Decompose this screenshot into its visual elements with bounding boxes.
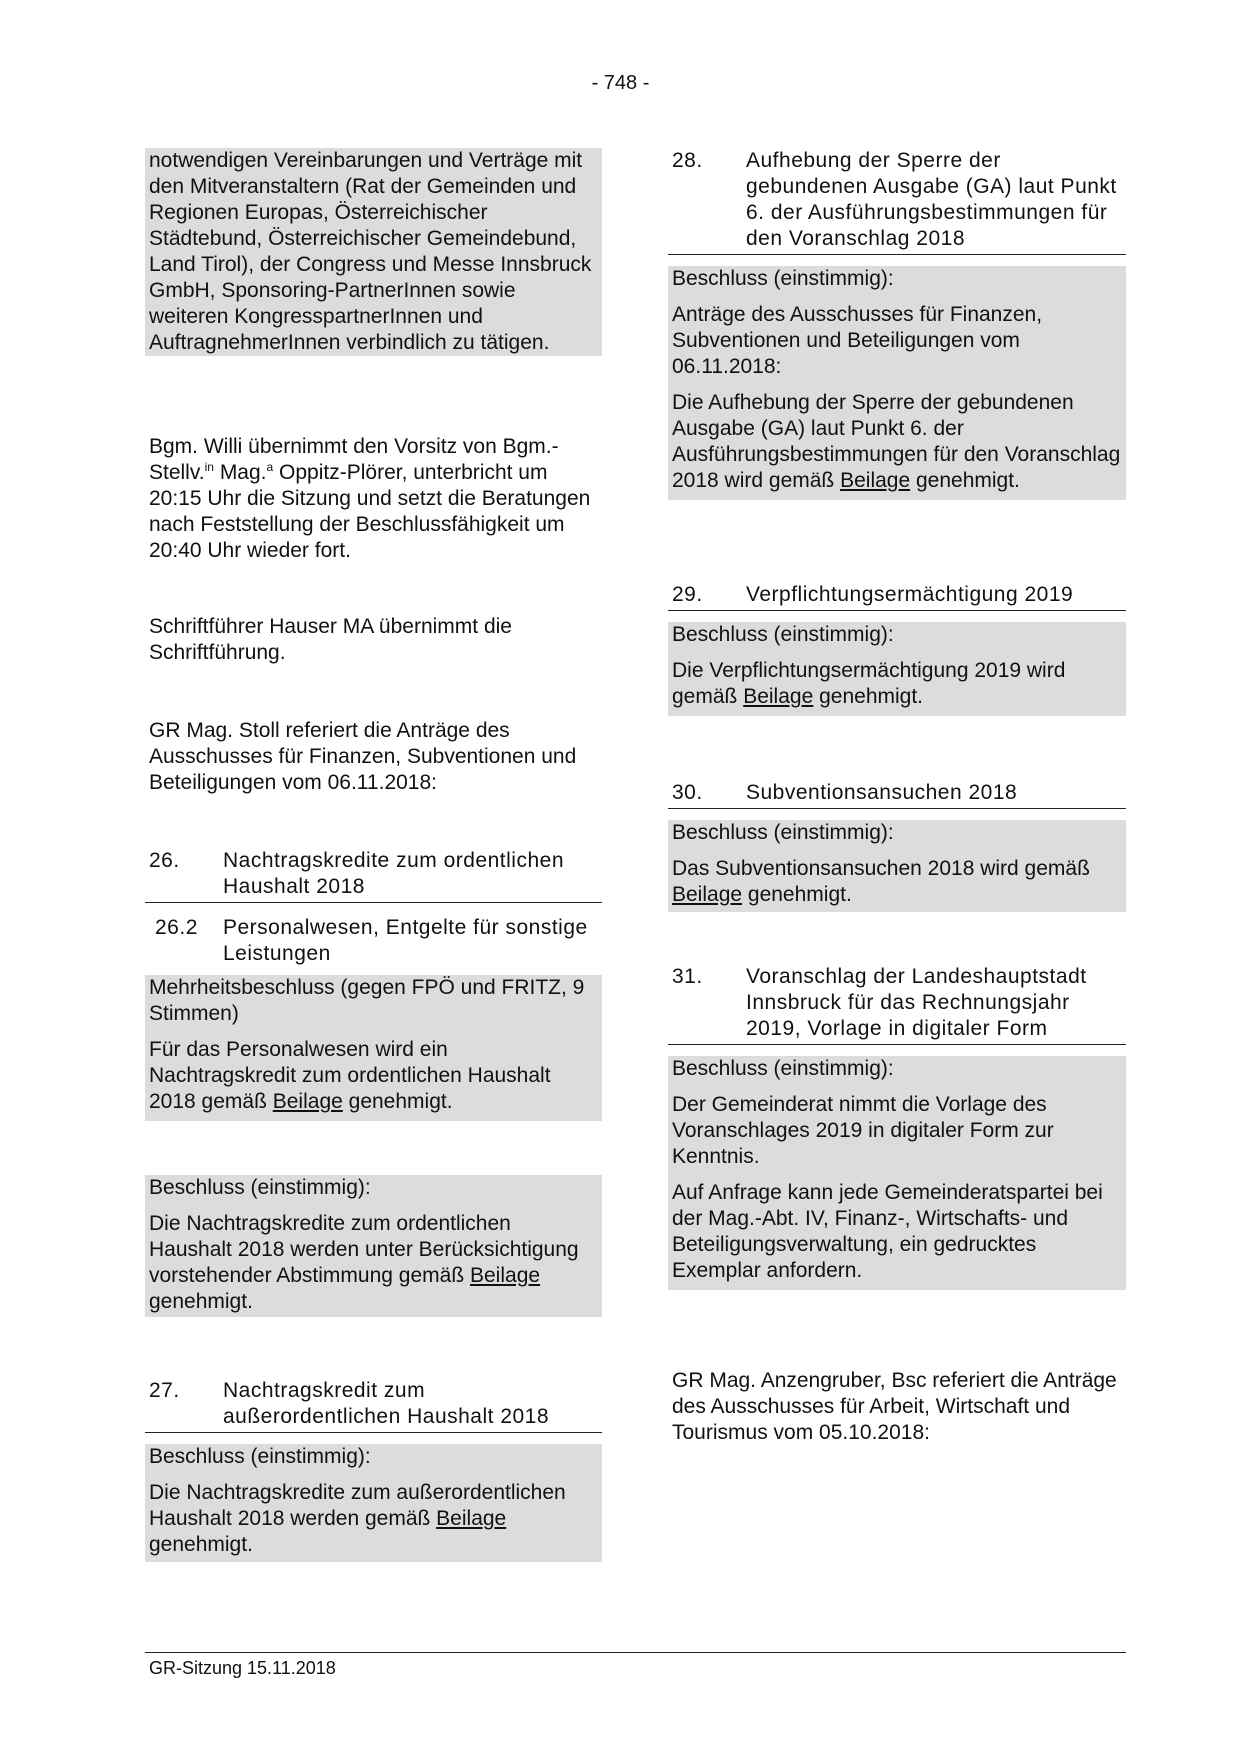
item-27-resolution [145, 1444, 602, 1562]
attachment-link[interactable]: Beilage [743, 685, 814, 708]
attachment-link[interactable]: Beilage [436, 1507, 507, 1530]
item-26-resolution [145, 1175, 602, 1317]
item-26-2-heading [145, 915, 602, 967]
item-30-resolution [668, 820, 1126, 912]
item-28 [668, 148, 1126, 500]
chair-change-paragraph: Bgm. Willi übernimmt den Vorsitz von Bgm.-Stellv.$^{in}$ Mag.$^a$ Oppitz-Plörer, unterbricht um 20:15 Uhr die Sitzung und setzt die Beratungen nach Feststellung der Beschlussfähigkeit um 20:40 Uhr wieder fort. [149, 435, 591, 562]
decision-label: Beschluss (einstimmig): [672, 821, 894, 844]
decision-label: Beschluss (einstimmig): [672, 267, 894, 290]
item-29-resolution [668, 622, 1126, 716]
intro-text: notwendigen Vereinbarungen und Verträge mit den Mitveranstaltern (Rat der Gemeinden und Regionen Europas, Österreichischer Städtebund, Österreichischer Gemeindebund, Land Tirol), der Congress und Messe Innsbruck GmbH, Sponsoring-PartnerInnen sowie weiteren KongresspartnerInnen und AuftragnehmerInnen verbindlich zu tätigen. [149, 149, 592, 354]
item-title: Nachtragskredite zum ordentlichen Haushalt 2018 [223, 849, 564, 898]
item-number: 27. [149, 1379, 180, 1402]
secretary-paragraph: Schriftführer Hauser MA übernimmt die Schriftführung. [149, 615, 512, 664]
decision-text: Das Subventionsansuchen 2018 wird gemäß Beilage genehmigt. [672, 857, 1090, 906]
item-26-heading [145, 848, 602, 903]
item-31-heading [668, 964, 1126, 1045]
item-31-resolution [668, 1056, 1126, 1290]
decision-label: Beschluss (einstimmig): [672, 623, 894, 646]
report-paragraph: GR Mag. Stoll referiert die Anträge des Ausschusses für Finanzen, Subventionen und Beteiligungen vom 06.11.2018: [149, 719, 577, 794]
item-title: Nachtragskredit zum außerordentlichen Haushalt 2018 [223, 1379, 550, 1428]
item-27 [145, 1378, 602, 1562]
decision-label: Beschluss (einstimmig): [672, 1057, 894, 1080]
decision-text: Auf Anfrage kann jede Gemeinderatspartei bei der Mag.-Abt. IV, Finanz-, Wirtschafts- und Beteiligungsverwaltung, ein gedrucktes Exemplar anfordern. [672, 1181, 1103, 1282]
item-30-heading [668, 780, 1126, 809]
sub-item-number: 26.2 [155, 916, 198, 939]
item-27-heading [145, 1378, 602, 1433]
decision-label: Mehrheitsbeschluss (gegen FPÖ und FRITZ, 9 Stimmen) [149, 976, 585, 1025]
decision-text: Die Verpflichtungsermächtigung 2019 wird gemäß Beilage genehmigt. [672, 659, 1066, 708]
item-26-2-resolution [145, 975, 602, 1121]
item-title: Subventionsansuchen 2018 [746, 781, 1018, 804]
item-number: 30. [672, 781, 703, 804]
footer-divider [145, 1652, 1126, 1653]
footer: GR-Sitzung 15.11.2018 [149, 1658, 336, 1678]
decision-text: Die Nachtragskredite zum ordentlichen Haushalt 2018 werden unter Berücksichtigung vorstehender Abstimmung gemäß Beilage genehmigt. [149, 1212, 579, 1313]
decision-text: Anträge des Ausschusses für Finanzen, Subventionen und Beteiligungen vom 06.11.2018: [672, 303, 1043, 378]
closing-paragraph: GR Mag. Anzengruber, Bsc referiert die Anträge des Ausschusses für Arbeit, Wirtschaft und Tourismus vom 05.10.2018: [672, 1369, 1117, 1444]
item-number: 29. [672, 583, 703, 606]
attachment-link[interactable]: Beilage [272, 1090, 343, 1113]
item-title: Voranschlag der Landeshauptstadt Innsbruck für das Rechnungsjahr 2019, Vorlage in digitaler Form [746, 965, 1087, 1040]
item-30 [668, 780, 1126, 912]
item-28-resolution [668, 266, 1126, 500]
item-31 [668, 964, 1126, 1290]
decision-label: Beschluss (einstimmig): [149, 1176, 371, 1199]
sub-item-title: Personalwesen, Entgelte für sonstige Leistungen [223, 916, 588, 965]
item-number: 28. [672, 149, 703, 172]
item-28-heading [668, 148, 1126, 255]
item-title: Verpflichtungsermächtigung 2019 [746, 583, 1074, 606]
decision-text: Die Nachtragskredite zum außerordentlichen Haushalt 2018 werden gemäß Beilage genehmigt. [149, 1481, 566, 1556]
attachment-link[interactable]: Beilage [672, 883, 743, 906]
page-number: - 748 - [591, 72, 650, 94]
item-title: Aufhebung der Sperre der gebundenen Ausgabe (GA) laut Punkt 6. der Ausführungsbestimmungen für den Voranschlag 2018 [746, 149, 1117, 250]
decision-text: Für das Personalwesen wird ein Nachtragskredit zum ordentlichen Haushalt 2018 gemäß Beilage genehmigt. [149, 1038, 551, 1113]
attachment-link[interactable]: Beilage [840, 469, 911, 492]
item-number: 31. [672, 965, 703, 988]
item-number: 26. [149, 849, 180, 872]
decision-text: Der Gemeinderat nimmt die Vorlage des Voranschlages 2019 in digitaler Form zur Kenntnis. [672, 1093, 1054, 1168]
decision-text: Die Aufhebung der Sperre der gebundenen Ausgabe (GA) laut Punkt 6. der Ausführungsbestimmungen für den Voranschlag 2018 wird gemäß Beilage genehmigt. [672, 391, 1121, 492]
item-29 [668, 582, 1126, 716]
intro-box [145, 148, 602, 356]
decision-label: Beschluss (einstimmig): [149, 1445, 371, 1468]
item-26 [145, 848, 602, 1317]
attachment-link[interactable]: Beilage [470, 1264, 541, 1287]
item-29-heading [668, 582, 1126, 611]
